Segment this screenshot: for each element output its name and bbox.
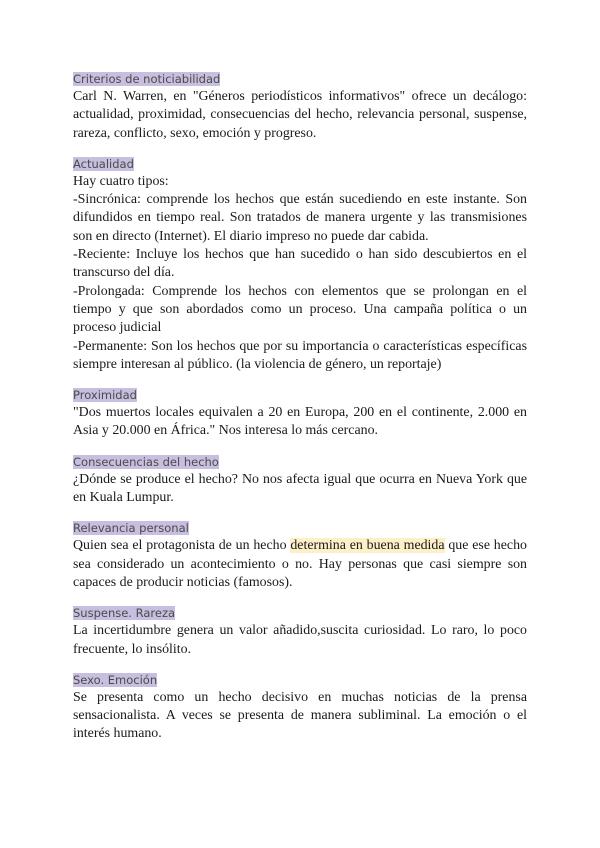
paragraph-text: que ese hecho sea considerado un acontecimiento o no. Hay personas que casi siempre son capaces de producir noticias (famosos). [73, 538, 527, 590]
paragraph-line: -Prolongada: Comprende los hechos con elementos que se prolongan en el tiempo y que son abordados como un proceso. Una campaña política o un proceso judicial [73, 283, 527, 336]
section-paragraph [73, 173, 527, 374]
section-heading: Consecuencias del hecho [73, 454, 219, 469]
section-heading: Proximidad [73, 388, 137, 403]
section-suspense [73, 604, 527, 659]
section-paragraph: ¿Dónde se produce el hecho? No nos afecta igual que ocurra en Nueva York que en Kuala Lumpur. [73, 471, 527, 506]
section-heading: Sexo. Emoción [73, 672, 158, 687]
paragraph-line: Hay cuatro tipos: [73, 173, 169, 189]
section-proximidad [73, 386, 527, 441]
paragraph-line: -Reciente: Incluye los hechos que han sucedido o han sido descubiertos en el transcurso del día. [73, 247, 527, 281]
highlighted-text: determina en buena medida [290, 538, 445, 554]
section-consecuencias [73, 453, 527, 508]
section-paragraph: La incertidumbre genera un valor añadido,suscita curiosidad. Lo raro, lo poco frecuente, lo insólito. [73, 623, 527, 657]
section-heading: Relevancia personal [73, 521, 189, 536]
section-paragraph: Carl N. Warren, en "Géneros periodísticos informativos" ofrece un decálogo: actualidad, proximidad, consecuencias del hecho, relevancia personal, suspense, rareza, conflicto, sexo, emoción y progreso. [73, 89, 527, 141]
section-paragraph: "Dos muertos locales equivalen a 20 en Europa, 200 en el continente, 2.000 en Asia y 20.000 en África." Nos interesa lo más cercano. [73, 405, 527, 439]
section-actualidad [73, 155, 527, 374]
paragraph-line: -Permanente: Son los hechos que por su importancia o características específicas siempre interesan al público. (la violencia de género, un reportaje) [73, 338, 527, 372]
paragraph-text: Quien sea el protagonista de un hecho [73, 538, 291, 554]
section-sexo [73, 671, 527, 744]
document-page [73, 70, 527, 756]
section-heading: Suspense. Rareza [73, 606, 176, 621]
section-criterios [73, 70, 527, 143]
section-paragraph [73, 537, 527, 592]
section-paragraph: Se presenta como un hecho decisivo en muchas noticias de la prensa sensacionalista. A veces se presenta de manera subliminal. La emoción o el interés humano. [73, 689, 527, 742]
paragraph-line: -Sincrónica: comprende los hechos que están sucediendo en este instante. Son difundidos en tiempo real. Son tratados de manera urgente y las transmisiones son en directo (Internet). El diario impreso no puede dar cabida. [73, 192, 527, 244]
section-relevancia [73, 519, 527, 592]
section-heading: Actualidad [73, 156, 134, 171]
section-heading: Criterios de noticiabilidad [73, 72, 221, 86]
